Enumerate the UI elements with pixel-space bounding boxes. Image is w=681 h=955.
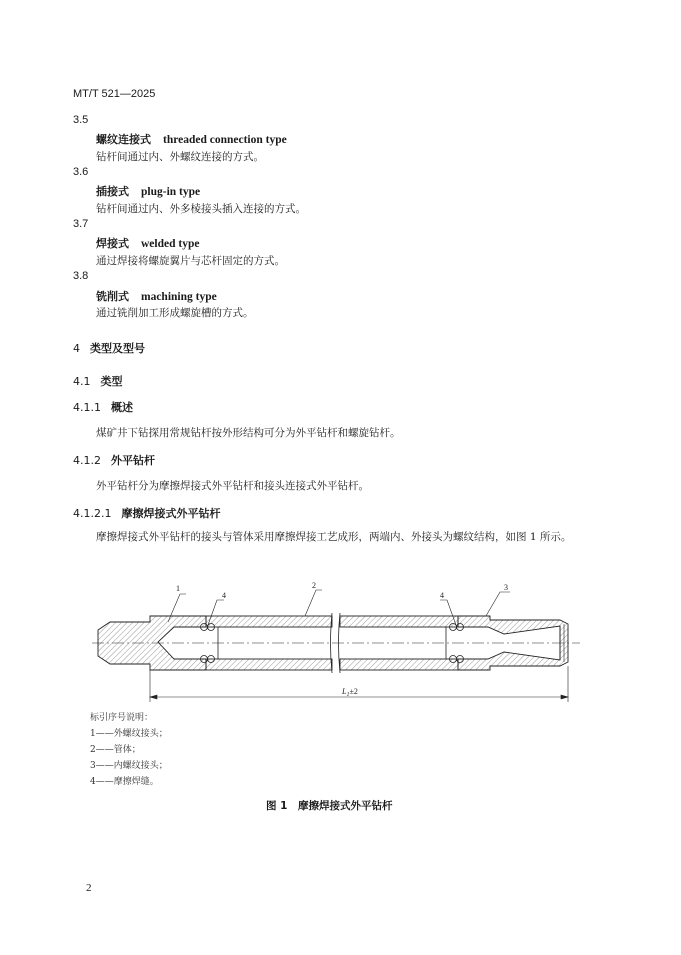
legend-item: 3——内螺纹接头；: [90, 761, 168, 771]
term-title-en: machining type: [141, 291, 217, 303]
standard-number: MT/T 521—2025: [73, 88, 156, 100]
legend-title: 标引序号说明：: [90, 713, 154, 723]
figure-caption: 图 1 摩擦焊接式外平钻杆: [266, 800, 393, 812]
term-title: [96, 183, 200, 199]
section-heading: [73, 373, 123, 389]
term-title-en: welded type: [141, 238, 200, 250]
callout-label: 4: [222, 591, 226, 600]
term-number: 3.8: [73, 270, 89, 282]
section-title: 摩擦焊接式外平钻杆: [121, 507, 221, 520]
section-number: 4.1.2: [73, 454, 101, 467]
section-text: 摩擦焊接式外平钻杆的接头与管体采用摩擦焊接工艺成形，两端内、外接头为螺纹结构，如图 1 所示。: [96, 531, 572, 543]
callout-label: 2: [312, 581, 316, 590]
section-number: 4: [73, 342, 80, 355]
section-title: 概述: [111, 401, 133, 414]
term-title-cn: 螺纹连接式: [96, 133, 151, 146]
section-number: 4.1.2.1: [73, 507, 112, 520]
term-title: [96, 235, 199, 251]
section-heading: [73, 505, 220, 521]
dimension-subscript: 1: [346, 692, 350, 698]
term-title-cn: 插接式: [96, 185, 129, 198]
term-definition: 通过铣削加工形成螺旋槽的方式。: [96, 307, 254, 319]
section-text: 煤矿井下钻探用常规钻杆按外形结构可分为外平钻杆和螺旋钻杆。: [96, 427, 401, 439]
term-number: 3.7: [73, 218, 89, 230]
section-heading: [73, 399, 133, 415]
callout-label: 3: [504, 583, 508, 592]
legend-item: 1——外螺纹接头；: [90, 729, 168, 739]
term-number: 3.5: [73, 114, 89, 126]
dimension-label: [341, 687, 358, 698]
term-title-cn: 铣削式: [96, 290, 129, 303]
dimension-symbol: L: [342, 687, 347, 696]
section-title: 类型: [100, 375, 123, 388]
term-number: 3.6: [73, 166, 89, 178]
section-number: 4.1: [73, 375, 91, 388]
term-definition: 钻杆间通过内、外多棱接头插入连接的方式。: [96, 203, 306, 215]
dimension-tolerance: ±2: [349, 687, 358, 696]
term-title-cn: 焊接式: [96, 237, 129, 250]
section-heading: [73, 452, 155, 468]
callout-label: 4: [440, 591, 444, 600]
page-number: 2: [86, 882, 92, 894]
legend-item: 2——管体；: [90, 745, 141, 755]
term-title: [96, 288, 217, 304]
term-definition: 钻杆间通过内、外螺纹连接的方式。: [96, 151, 264, 163]
term-title-en: threaded connection type: [163, 134, 287, 146]
section-number: 4.1.1: [73, 401, 101, 414]
callout-label: 1: [176, 584, 180, 593]
length-dimension: [150, 666, 568, 702]
term-definition: 通过焊接将螺旋翼片与芯杆固定的方式。: [96, 255, 285, 267]
term-title-en: plug-in type: [141, 186, 201, 198]
legend-item: 4——摩擦焊缝。: [90, 777, 159, 787]
section-title: 外平钻杆: [111, 454, 155, 467]
section-title: 类型及型号: [90, 342, 145, 355]
section-text: 外平钻杆分为摩擦焊接式外平钻杆和接头连接式外平钻杆。: [96, 480, 369, 492]
drill-rod-drawing: [90, 580, 590, 705]
section-heading: [73, 340, 145, 356]
term-title: [96, 131, 287, 147]
